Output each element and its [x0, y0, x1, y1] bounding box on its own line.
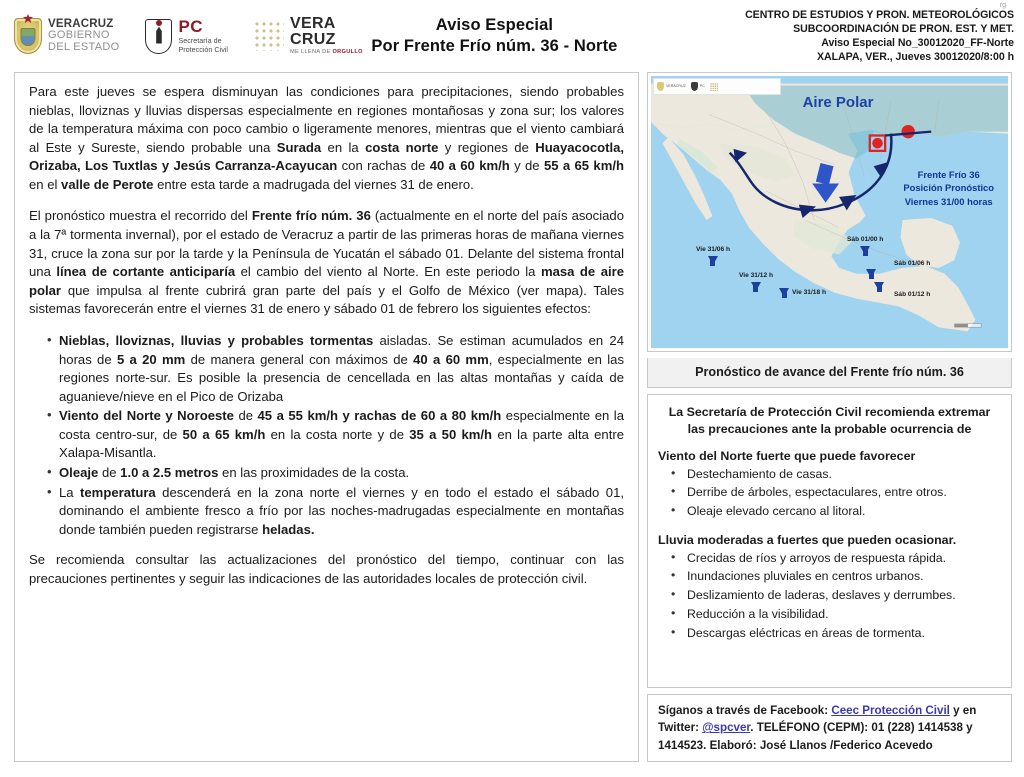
footer-phone-text: . TELÉFONO (CEPM): 01 (228) 1414538 y 1414523. Elaboró: José Llanos /Federico Acevedo: [658, 721, 973, 752]
map-mini-logo-veracruz: VERACRUZ: [657, 82, 686, 91]
recommendation-item: • Deslizamiento de laderas, deslaves y derrumbes.: [668, 586, 1001, 605]
recommendations-title: La Secretaría de Protección Civil recomienda extremar las precauciones ante la probable ocurrencia de: [668, 405, 991, 436]
front-label-line3: Viernes 31/00 horas: [904, 195, 993, 207]
paragraph-2: El pronóstico muestra el recorrido del Frente frío núm. 36 (actualmente en el norte del país asociado a la 7ª tormenta invernal), por el estado de Veracruz a partir de las primeras horas de mañana viernes 31, cruce la zona sur por la tarde y la Península de Yucatán el sábado 01. Delante del sistema frontal una línea de cortante anticiparía el cambio del viento al Norte. En este periodo la masa de aire polar que impulsa al frente cubrirá gran parte del país y el Golfo de México (ver mapa). Tales sistemas favorecerán entre el viernes 31 de enero y sábado 01 de febrero los siguientes efectos:: [29, 208, 625, 317]
section-heading-wind: Viento del Norte fuerte que puede favorecer: [658, 448, 916, 463]
effect-item: • Nieblas, lloviznas, lluvias y probables tormentas aisladas. Se estiman acumulados en 24 horas de 5 a 20 mm de manera general con máximos de 40 a 60 mm, especialmente en las regiones norte-sur. Es posible la presencia de cencellada en las altas montañas y caída de aguanieve/nieve en el Pico de Orizaba: [47, 332, 624, 406]
contact-footer: [647, 694, 1012, 762]
map-mini-pattern-icon: [710, 83, 718, 91]
rain-risk-list: [658, 549, 1001, 642]
agency-line-2: SUBCOORDINACIÓN DE PRON. EST. Y MET.: [793, 22, 1014, 35]
footer-facebook-prefix: Síganos a través de Facebook:: [658, 703, 832, 717]
footer-mid-text: y en Twitter:: [658, 703, 977, 735]
recommendation-item: • Descargas eléctricas en áreas de tormenta.: [668, 624, 1001, 643]
map-caption: Pronóstico de avance del Frente frío núm. 36: [647, 358, 1012, 388]
logo-group: [14, 16, 363, 55]
paragraph-1: Para este jueves se espera disminuyan las condiciones para precipitaciones, siendo probables nieblas, lloviznas y lluvias dispersas especialmente en regiones montañosas y zona sur; los valores de la temperatura máxima con poco cambio o ligeramente menores, mientras que el viento cambiará al Este y Sureste, siendo probable una Surada en la costa norte y regiones de Huayacocotla, Orizaba, Los Tuxtlas y Jesús Carranza-Acayucan con rachas de 40 a 60 km/h y de 55 a 65 km/h en el valle de Perote entre esta tarde a madrugada del viernes 31 de enero.: [29, 84, 625, 192]
front-label-line1: Frente Frío 36: [917, 169, 980, 180]
section-heading-rain: Lluvia moderadas a fuertes que pueden ocasionar.: [658, 532, 957, 547]
map-mini-pc-icon: [691, 82, 698, 91]
logo-proteccion-civil: [145, 18, 228, 54]
time-marker-vie-31-12: Vie 31/12 h: [739, 272, 773, 291]
time-marker-vie-31-18: Vie 31/18 h: [779, 288, 826, 297]
issuing-agency-block: [636, 8, 1020, 64]
forecast-map[interactable]: [651, 76, 1008, 348]
orgullo-word1: VERA: [290, 15, 336, 33]
marker-arrow-icon: [874, 282, 884, 291]
logo-veracruz-line1: VERACRUZ: [48, 18, 114, 31]
document-body: [0, 72, 1024, 772]
effects-list: [29, 332, 624, 539]
logo-veracruz-gobierno: [14, 18, 119, 54]
marker-arrow-icon: [866, 269, 876, 278]
pc-abbr: PC: [178, 17, 204, 37]
page-title: [363, 15, 636, 58]
air-mass-label: Aire Polar: [802, 94, 874, 111]
bulletin-text-panel: [14, 72, 639, 762]
forecast-map-panel: [647, 72, 1012, 352]
orgullo-tagline: ME LLENA DE ORGULLO: [290, 49, 363, 56]
agency-line-3: Aviso Especial No_30012020_FF-Norte: [821, 37, 1014, 49]
recommendation-item: • Destechamiento de casas.: [668, 465, 1001, 484]
front-label-line2: Posición Pronóstico: [903, 182, 994, 194]
closing-paragraph: Se recomienda consultar las actualizaciones del pronóstico del tiempo, continuar con las precauciones pertinentes y seguir las indicaciones de las autoridades locales de protección civil.: [29, 552, 624, 586]
effect-item: • Viento del Norte y Noroeste de 45 a 55 km/h y rachas de 60 a 80 km/h especialmente en la costa centro-sur, de 50 a 65 km/h en la costa norte y de 35 a 50 km/h en la parte alta entre Xalapa-Misantla.: [47, 407, 624, 463]
recommendation-section-wind: [658, 449, 1001, 521]
agency-line-1: CENTRO DE ESTUDIOS Y PRON. METEOROLÓGICOS: [745, 8, 1014, 21]
time-marker-vie-31-06: Vie 31/06 h: [696, 246, 730, 265]
marker-arrow-icon: [860, 246, 870, 255]
title-line-1: Aviso Especial: [435, 15, 554, 34]
map-mini-logo-pc: PC: [691, 82, 705, 91]
map-embedded-logos: [653, 78, 781, 95]
recommendations-panel: [647, 394, 1012, 688]
map-mini-shield-icon: [657, 82, 664, 91]
pc-subtitle-line1: Secretaría de: [178, 36, 222, 46]
facebook-link[interactable]: Ceec Protección Civil: [831, 703, 950, 717]
effect-item: • La temperatura descenderá en la zona norte el viernes y en todo el estado el sábado 01, dominando el ambiente fresco a frío por las noches-madrugadas especialmente en montañas donde también pueden registrarse heladas.: [47, 484, 624, 540]
recommendation-item: • Derribe de árboles, espectaculares, entre otros.: [668, 483, 1001, 502]
document-header: [0, 0, 1024, 72]
veracruz-pattern-icon: [254, 21, 284, 51]
recommendation-item: • Oleaje elevado cercano al litoral.: [668, 502, 1001, 521]
effect-item: • Oleaje de 1.0 a 2.5 metros en las proximidades de la costa.: [47, 464, 624, 483]
time-marker-sab-01-06: Sáb 01/06 h: [894, 260, 930, 278]
wind-risk-list: [658, 465, 1001, 521]
recommendation-item: • Reducción a la visibilidad.: [668, 605, 1001, 624]
orgullo-word2: CRUZ: [290, 30, 336, 48]
logo-veracruz-line2: GOBIERNO: [48, 29, 110, 42]
front-position-label: [903, 168, 994, 208]
recommendation-section-rain: [658, 533, 1001, 642]
logo-veracruz-orgullo: [254, 16, 363, 55]
time-marker-sab-01-12: Sáb 01/12 h: [894, 282, 930, 298]
proteccion-civil-shield-icon: [145, 19, 172, 54]
map-mini-logo-orgullo: [710, 83, 718, 91]
recommendation-item: • Crecidas de ríos y arroyos de respuesta rápida.: [668, 549, 1001, 568]
pc-subtitle-line2: Protección Civil: [178, 44, 228, 54]
time-marker-sab-01-00: Sáb 01/00 h: [847, 236, 883, 255]
recommendation-item: • Inundaciones pluviales en centros urbanos.: [668, 567, 1001, 586]
agency-line-4: XALAPA, VER., Jueves 30012020/8:00 h: [816, 51, 1014, 64]
marker-arrow-icon: [779, 288, 789, 297]
right-panel: [647, 72, 1012, 762]
logo-veracruz-line3: DEL ESTADO: [48, 41, 120, 54]
title-line-2: Por Frente Frío núm. 36 - Norte: [371, 37, 618, 55]
veracruz-shield-icon: [14, 18, 42, 54]
twitter-link[interactable]: @spcver: [702, 721, 751, 735]
marker-arrow-icon: [751, 282, 761, 291]
corner-artifact: rg: [999, 2, 1006, 9]
marker-arrow-icon: [708, 256, 718, 265]
